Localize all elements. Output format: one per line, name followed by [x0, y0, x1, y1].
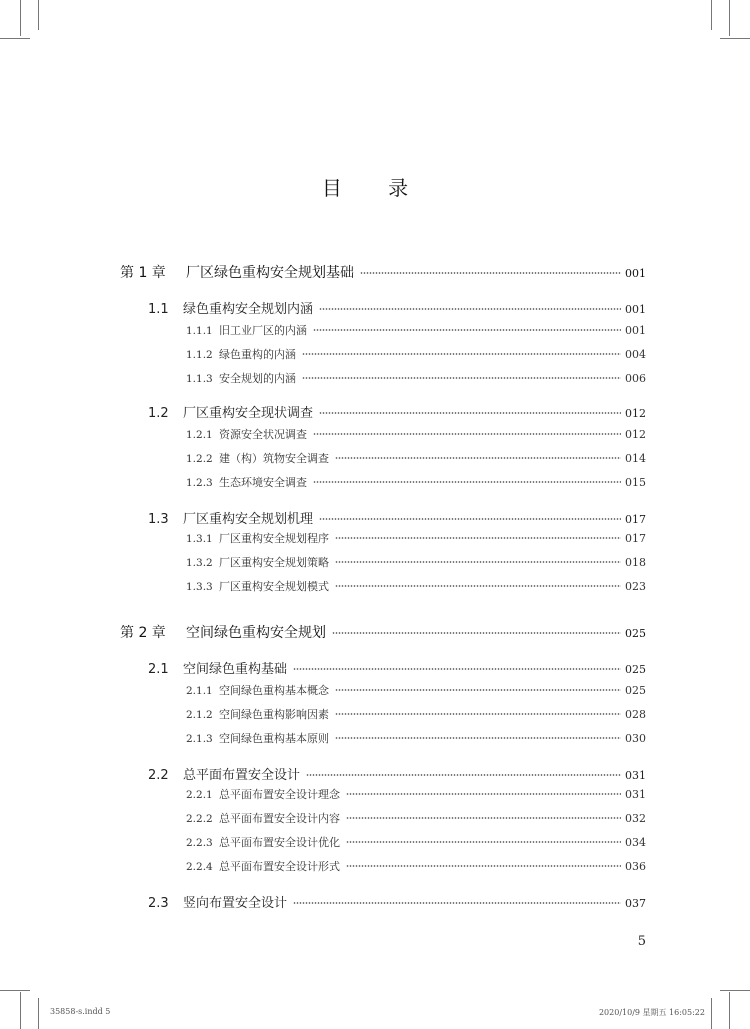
toc-entry-page: 006: [625, 372, 646, 385]
toc-sub-entry: [186, 450, 646, 466]
dot-leader: [346, 841, 621, 843]
dot-leader: [306, 774, 621, 776]
toc-sub-entry: [186, 682, 646, 698]
page-title: 目 录: [321, 176, 429, 200]
toc-entry-title: 厂区重构安全规划程序: [219, 532, 329, 545]
toc-entry-number: 1.3.2: [186, 557, 213, 569]
dot-leader: [293, 902, 621, 904]
toc-entry-number: 1.2.2: [186, 453, 213, 465]
toc-entry-page: 037: [625, 897, 646, 910]
toc-entry-title: 旧工业厂区的内涵: [219, 324, 307, 337]
toc-entry-number: 1.1.2: [186, 349, 213, 361]
dot-leader: [335, 689, 621, 691]
crop-mark: [38, 998, 39, 1029]
toc-sub-entry: [186, 426, 646, 442]
crop-mark: [0, 990, 30, 991]
toc-entry-title: 空间绿色重构基本原则: [219, 732, 329, 745]
toc-sub-entry: [186, 346, 646, 362]
toc-entry-number: 2.2.3: [186, 837, 213, 849]
dot-leader: [335, 457, 621, 459]
dot-leader: [335, 585, 621, 587]
dot-leader: [319, 308, 621, 310]
toc-entry-number: 1.2.1: [186, 429, 213, 441]
toc-entry-title: 厂区绿色重构安全规划基础: [186, 265, 354, 281]
toc-chapter-entry: [120, 622, 646, 642]
toc-sub-entry: [186, 858, 646, 874]
toc-entry-page: 004: [625, 348, 646, 361]
toc-entry-page: 023: [625, 580, 646, 593]
toc-entry-page: 012: [625, 407, 646, 420]
toc-entry-page: 017: [625, 513, 646, 526]
toc-entry-page: 025: [625, 684, 646, 697]
toc-entry-number: 1.3: [148, 512, 169, 527]
toc-entry-title: 厂区重构安全规划机理: [183, 512, 314, 527]
toc-entry-number: 2.2: [148, 768, 169, 783]
toc-sub-entry: [186, 706, 646, 722]
toc-entry-page: 031: [625, 769, 646, 782]
page-number: 5: [637, 934, 646, 949]
dot-leader: [360, 272, 621, 274]
toc-entry-number: 1.2: [148, 406, 169, 421]
toc-entry-title: 厂区重构安全现状调查: [183, 406, 314, 421]
toc-entry-page: 031: [625, 788, 646, 801]
toc-entry-number: 1.3.3: [186, 581, 213, 593]
footer-file-info: 35858-s.indd 5: [50, 1007, 111, 1016]
dot-leader: [313, 329, 621, 331]
crop-mark: [0, 38, 30, 39]
toc-entry-page: 030: [625, 732, 646, 745]
dot-leader: [319, 518, 621, 520]
toc-entry-number: 2.1.2: [186, 709, 213, 721]
toc-entry-title: 厂区重构安全规划策略: [219, 556, 329, 569]
dot-leader: [346, 865, 621, 867]
toc-entry-title: 空间绿色重构基础: [183, 662, 288, 677]
toc-sub-entry: [186, 554, 646, 570]
toc-sub-entry: [186, 370, 646, 386]
dot-leader: [335, 561, 621, 563]
crop-mark: [729, 992, 730, 1029]
toc-entry-title: 总平面布置安全设计内容: [219, 812, 340, 825]
toc-entry-title: 总平面布置安全设计形式: [219, 860, 340, 873]
dot-leader: [302, 377, 621, 379]
dot-leader: [346, 817, 621, 819]
dot-leader: [332, 632, 621, 634]
dot-leader: [293, 668, 621, 670]
toc-entry-number: 1.3.1: [186, 533, 213, 545]
toc-entry-page: 017: [625, 532, 646, 545]
toc-sub-entry: [186, 810, 646, 826]
toc-entry-number: 2.2.4: [186, 861, 213, 873]
toc-entry-title: 空间绿色重构安全规划: [186, 625, 326, 641]
toc-entry-number: 第 2 章: [120, 625, 166, 641]
footer-timestamp: 2020/10/9 星期五 16:05:22: [598, 1008, 705, 1017]
toc-entry-number: 1.2.3: [186, 477, 213, 489]
toc-entry-page: 025: [625, 663, 646, 676]
toc-entry-title: 建（构）筑物安全调查: [219, 452, 329, 465]
toc-entry-number: 2.1: [148, 662, 169, 677]
toc-section-entry: [148, 402, 646, 421]
toc-entry-number: 2.3: [148, 896, 169, 911]
toc-entry-number: 1.1.3: [186, 373, 213, 385]
dot-leader: [335, 537, 621, 539]
toc-sub-entry: [186, 578, 646, 594]
toc-entry-number: 2.1.3: [186, 733, 213, 745]
toc-entry-page: 034: [625, 836, 646, 849]
crop-mark: [720, 990, 750, 991]
toc-entry-title: 绿色重构的内涵: [219, 348, 296, 361]
toc-entry-number: 1.1: [148, 302, 169, 317]
toc-sub-entry: [186, 730, 646, 746]
toc-entry-page: 014: [625, 452, 646, 465]
crop-mark: [711, 0, 712, 30]
dot-leader: [313, 433, 621, 435]
toc-sub-entry: [186, 322, 646, 338]
toc-entry-number: 2.1.1: [186, 685, 213, 697]
dot-leader: [346, 793, 621, 795]
toc-entry-title: 总平面布置安全设计: [183, 768, 301, 783]
toc-entry-title: 空间绿色重构影响因素: [219, 708, 329, 721]
toc-entry-number: 2.2.2: [186, 813, 213, 825]
toc-entry-title: 安全规划的内涵: [219, 372, 296, 385]
toc-sub-entry: [186, 474, 646, 490]
toc-entry-page: 036: [625, 860, 646, 873]
toc-entry-title: 生态环境安全调查: [219, 476, 307, 489]
toc-entry-page: 001: [625, 267, 646, 280]
toc-entry-title: 竖向布置安全设计: [183, 896, 288, 911]
dot-leader: [313, 481, 621, 483]
toc-entry-number: 第 1 章: [120, 265, 166, 281]
toc-entry-page: 001: [625, 324, 646, 337]
crop-mark: [729, 0, 730, 36]
toc-section-entry: [148, 658, 646, 677]
toc-section-entry: [148, 764, 646, 783]
crop-mark: [711, 998, 712, 1029]
toc-entry-title: 总平面布置安全设计理念: [219, 788, 340, 801]
toc-entry-page: 001: [625, 303, 646, 316]
toc-entry-page: 015: [625, 476, 646, 489]
toc-entry-title: 厂区重构安全规划模式: [219, 580, 329, 593]
toc-entry-page: 018: [625, 556, 646, 569]
toc-chapter-entry: [120, 262, 646, 282]
toc-entry-page: 028: [625, 708, 646, 721]
toc-sub-entry: [186, 834, 646, 850]
toc-entry-number: 1.1.1: [186, 325, 213, 337]
toc-section-entry: [148, 892, 646, 911]
toc-entry-number: 2.2.1: [186, 789, 213, 801]
toc-entry-title: 资源安全状况调查: [219, 428, 307, 441]
crop-mark: [720, 38, 750, 39]
crop-mark: [20, 992, 21, 1029]
toc-sub-entry: [186, 786, 646, 802]
dot-leader: [335, 737, 621, 739]
toc-section-entry: [148, 298, 646, 317]
toc-entry-page: 025: [625, 627, 646, 640]
toc-entry-page: 032: [625, 812, 646, 825]
crop-mark: [38, 0, 39, 30]
toc-entry-page: 012: [625, 428, 646, 441]
toc-section-entry: [148, 508, 646, 527]
crop-mark: [20, 0, 21, 36]
toc-sub-entry: [186, 530, 646, 546]
toc-entry-title: 空间绿色重构基本概念: [219, 684, 329, 697]
dot-leader: [319, 412, 621, 414]
toc-entry-title: 绿色重构安全规划内涵: [183, 302, 314, 317]
dot-leader: [302, 353, 621, 355]
toc-entry-title: 总平面布置安全设计优化: [219, 836, 340, 849]
dot-leader: [335, 713, 621, 715]
